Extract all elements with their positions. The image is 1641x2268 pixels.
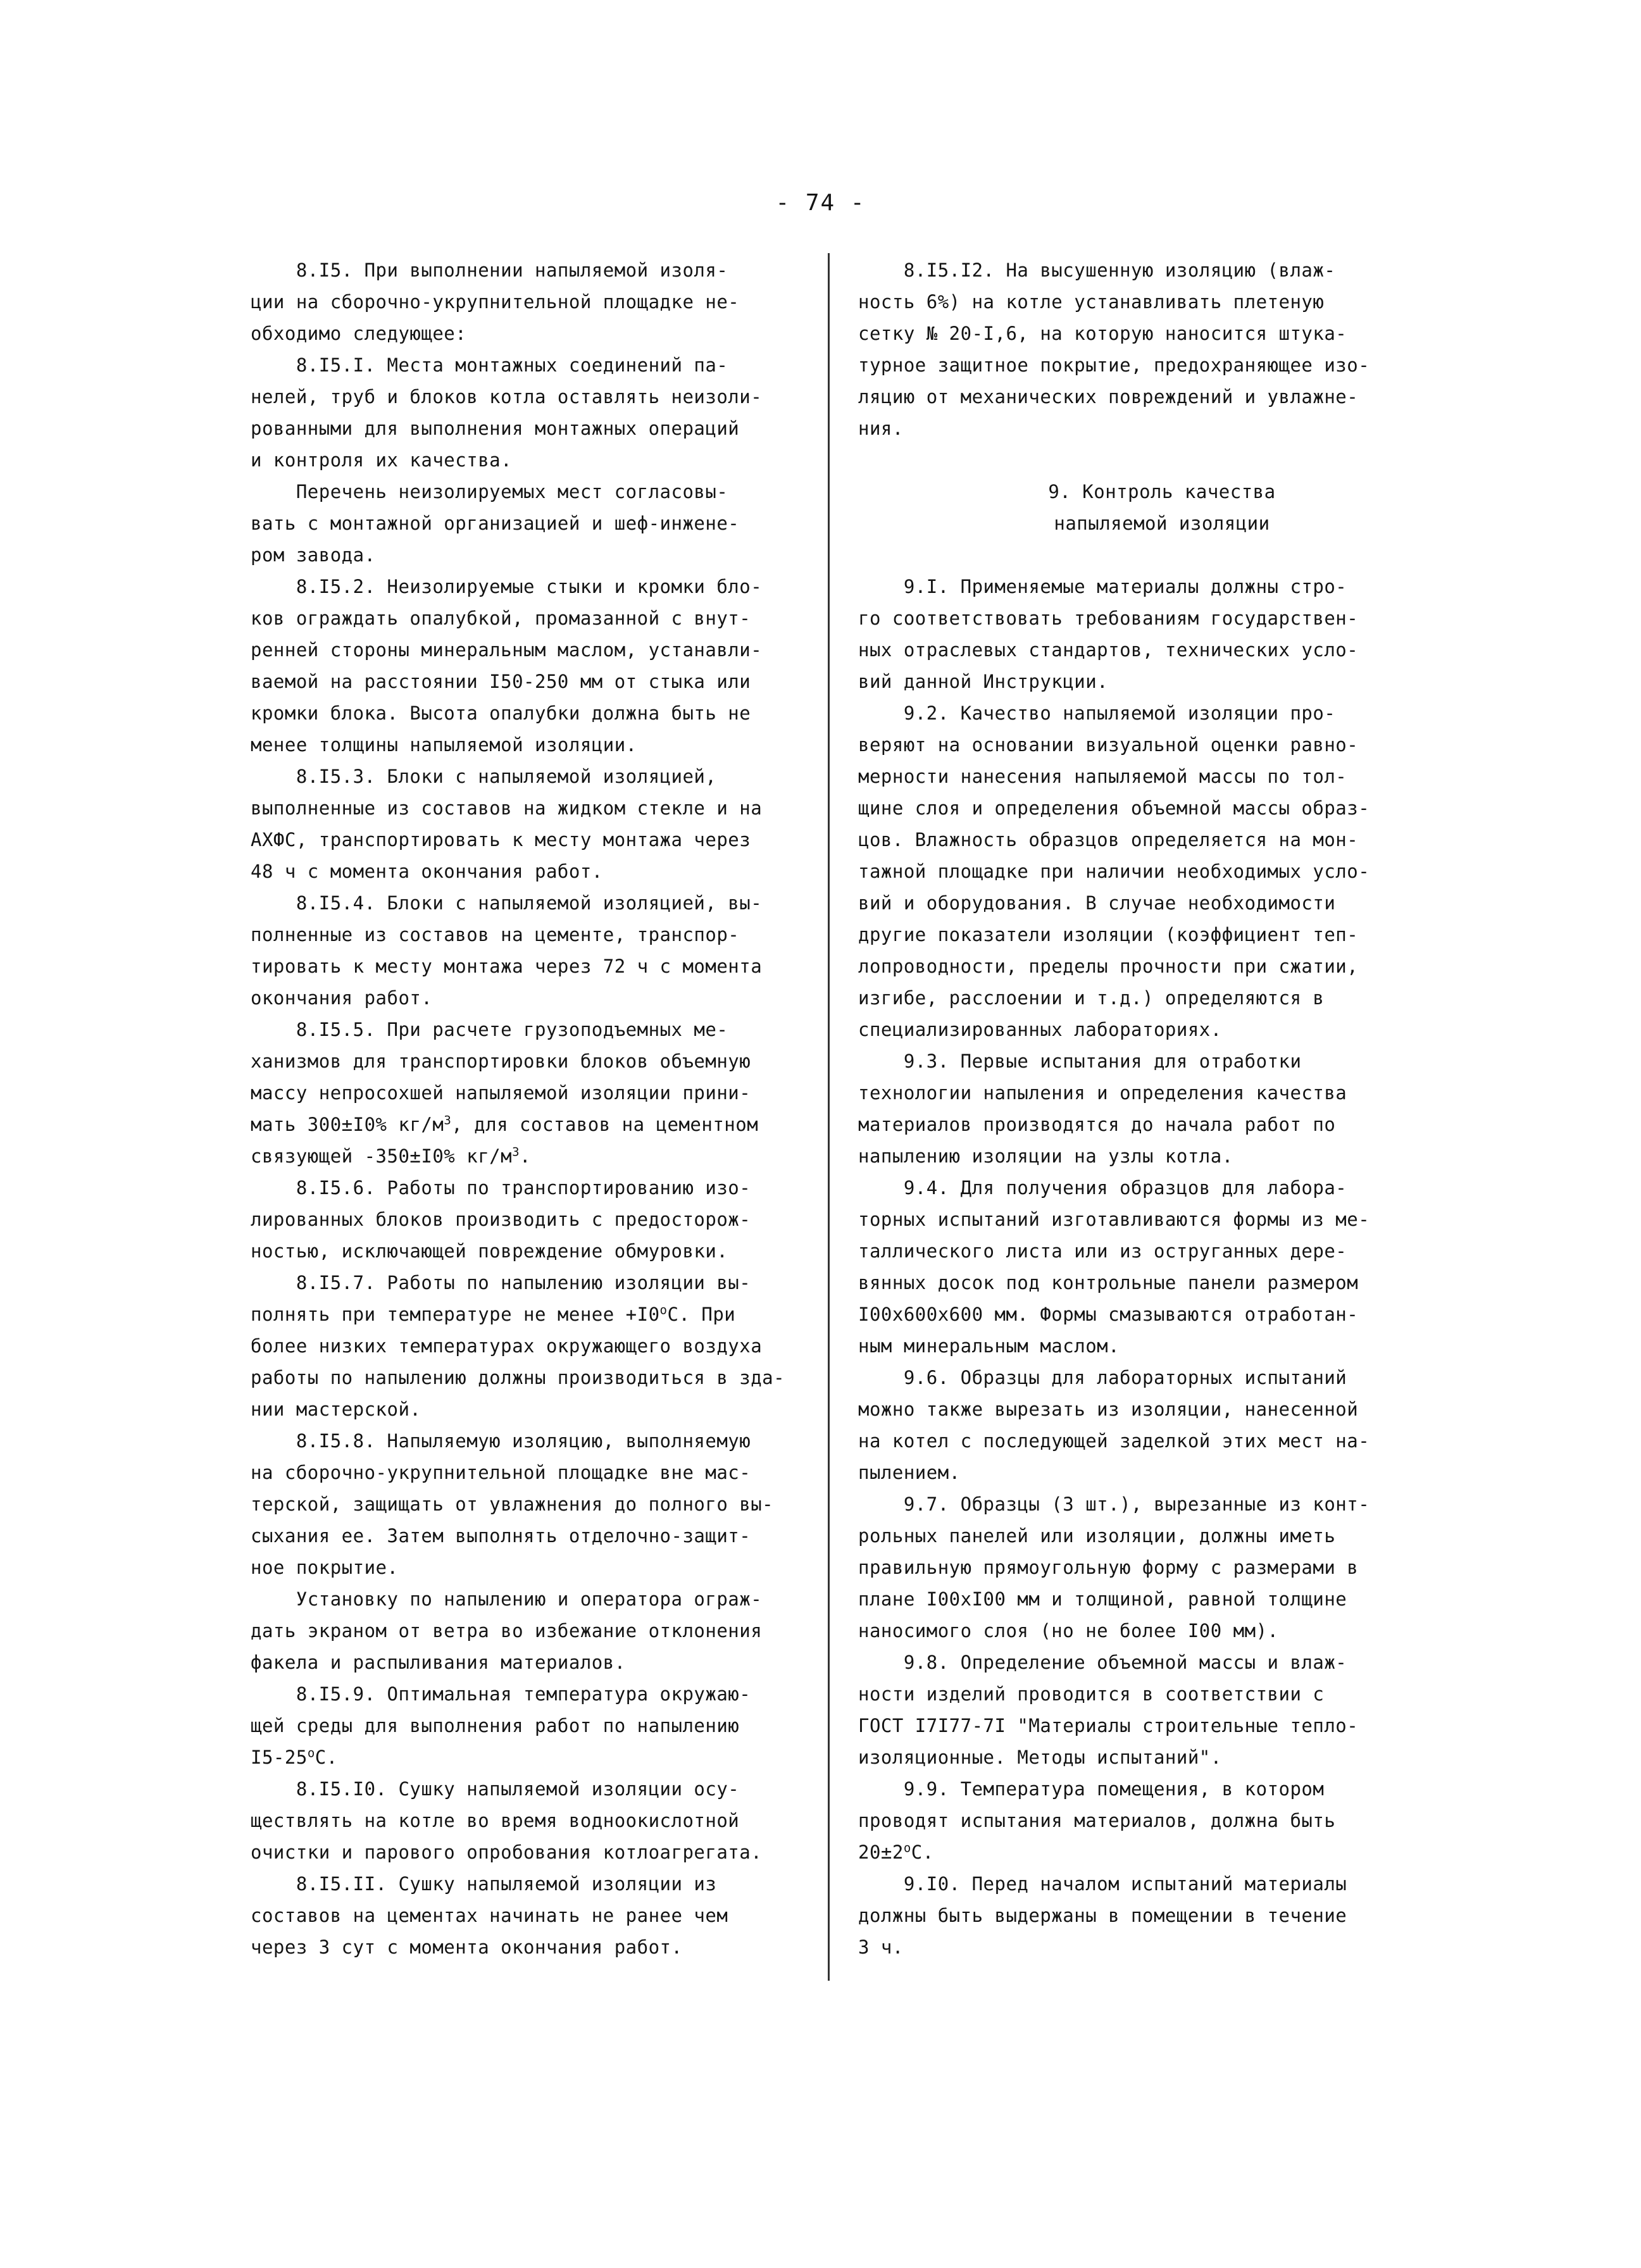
line-text: лированных блоков производить с предосторож-: [251, 1209, 751, 1230]
line-text: ков ограждать опалубкой, промазанной с внут-: [251, 608, 751, 629]
line-text: изгибе, расслоении и т.д.) определяются в: [858, 987, 1325, 1009]
text-line: [251, 1235, 797, 1267]
text-line: [251, 1425, 797, 1457]
line-text: другие показатели изоляции (коэффициент теп-: [858, 924, 1359, 945]
line-text: 20±2: [858, 1841, 904, 1863]
line-text: тировать к месту монтажа через 72 ч с момента: [251, 956, 763, 977]
line-text: 8.I5.II. Сушку напыляемой изоляции из: [251, 1873, 717, 1895]
line-text: ния.: [858, 418, 904, 439]
line-text: тажной площадке при наличии необходимых усло-: [858, 861, 1370, 882]
text-line: [858, 1109, 1466, 1140]
line-text: цов. Влажность образцов определяется на мон-: [858, 829, 1359, 850]
text-line: [251, 824, 797, 856]
text-line: [858, 1014, 1466, 1045]
line-text: терской, защищать от увлажнения до полного вы-: [251, 1493, 774, 1515]
line-text: через 3 сут с момента окончания работ.: [251, 1936, 683, 1958]
text-line: [251, 1615, 797, 1647]
text-line: [251, 729, 797, 761]
superscript: 3: [444, 1113, 452, 1128]
text-line: [858, 1868, 1466, 1900]
text-line: [251, 1647, 797, 1678]
text-line: [858, 1457, 1466, 1488]
text-line: [858, 571, 1466, 602]
text-line: [858, 1836, 1466, 1868]
text-line: [858, 697, 1466, 729]
text-line: [251, 1931, 797, 1963]
line-text-continuation: С.: [911, 1841, 934, 1863]
left-column: [251, 254, 797, 1963]
line-text-continuation: С.: [315, 1747, 338, 1768]
text-line: [858, 729, 1466, 761]
line-text: турное защитное покрытие, предохраняющее изо-: [858, 354, 1370, 376]
text-line: [858, 254, 1466, 286]
text-line: [251, 1520, 797, 1552]
line-text: щей среды для выполнения работ по напылению: [251, 1715, 740, 1736]
line-text: ществлять на котле во время водноокислотной: [251, 1810, 740, 1831]
line-text: должны быть выдержаны в помещении в течение: [858, 1905, 1347, 1926]
text-line: [858, 792, 1466, 824]
text-line: [858, 1077, 1466, 1109]
line-text: нии мастерской.: [251, 1399, 421, 1420]
line-text: 9.9. Температура помещения, в котором: [858, 1778, 1325, 1800]
page-number: - 74 -: [775, 190, 866, 216]
text-line: [251, 1014, 797, 1045]
line-text: ностью, исключающей повреждение обмуровки.: [251, 1240, 728, 1262]
text-line: [858, 1615, 1466, 1647]
line-text: 8.I5. При выполнении напыляемой изоля-: [251, 259, 728, 281]
line-text: 8.I5.9. Оптимальная температура окружаю-: [251, 1683, 751, 1705]
text-line: [251, 413, 797, 444]
line-text: связующей -350±I0% кг/м: [251, 1145, 513, 1167]
line-text: I00х600х600 мм. Формы смазываются отработан-: [858, 1304, 1359, 1325]
text-line: [858, 381, 1466, 413]
text-line: [251, 697, 797, 729]
line-text: ное покрытие.: [251, 1557, 399, 1578]
text-line: [858, 887, 1466, 919]
line-text: специализированных лабораториях.: [858, 1019, 1222, 1040]
text-line: [858, 1647, 1466, 1678]
line-text: вий данной Инструкции.: [858, 671, 1109, 692]
line-text: 8.I5.3. Блоки с напыляемой изоляцией,: [251, 766, 717, 787]
text-line: [251, 761, 797, 792]
line-text: 9.I. Применяемые материалы должны стро-: [858, 576, 1347, 597]
line-text: напылению изоляции на узлы котла.: [858, 1145, 1233, 1167]
text-line: [858, 1583, 1466, 1615]
line-text: окончания работ.: [251, 987, 433, 1009]
line-text: очистки и парового опробования котлоагрегата.: [251, 1841, 763, 1863]
line-text: составов на цементах начинать не ранее чем: [251, 1905, 728, 1926]
line-text: мать 300±I0% кг/м: [251, 1114, 444, 1135]
line-text: работы по напылению должны производиться в зда-: [251, 1367, 785, 1388]
text-line: [858, 634, 1466, 666]
line-text: мерности нанесения напыляемой массы по тол-: [858, 766, 1347, 787]
line-text: щине слоя и определения объемной массы образ-: [858, 797, 1370, 819]
line-text: правильную прямоугольную форму с размерами в: [858, 1557, 1359, 1578]
line-text: ренней стороны минеральным маслом, устанавли-: [251, 639, 763, 661]
line-text: ром завода.: [251, 544, 376, 566]
line-text: на котел с последующей заделкой этих мест на-: [858, 1430, 1370, 1452]
text-line: [858, 1045, 1466, 1077]
line-text: Установку по напылению и оператора ограж-: [251, 1588, 763, 1610]
right-column: [858, 254, 1466, 1963]
text-line: [251, 1077, 797, 1109]
text-line: [251, 1583, 797, 1615]
text-line: [251, 254, 797, 286]
line-text: 8.I5.8. Напыляемую изоляцию, выполняемую: [251, 1430, 751, 1452]
line-text: веряют на основании визуальной оценки равно-: [858, 734, 1359, 756]
text-line: [251, 1204, 797, 1235]
line-text: пылением.: [858, 1462, 961, 1483]
text-line: [858, 1710, 1466, 1742]
text-line: [251, 1488, 797, 1520]
text-line: [251, 1045, 797, 1077]
superscript: o: [903, 1841, 911, 1855]
text-line: [251, 1109, 797, 1140]
text-line: [251, 1742, 797, 1773]
line-text: 9.6. Образцы для лабораторных испытаний: [858, 1367, 1347, 1388]
line-text: 8.I5.5. При расчете грузоподъемных ме-: [251, 1019, 728, 1040]
line-text: массу непросохшей напыляемой изоляции прини-: [251, 1082, 751, 1104]
text-line: [251, 1457, 797, 1488]
text-line: [251, 508, 797, 539]
line-text: 9.4. Для получения образцов для лабора-: [858, 1177, 1347, 1199]
text-line: [251, 349, 797, 381]
text-line: [251, 666, 797, 697]
line-text: 8.I5.I2. На высушенную изоляцию (влаж-: [858, 259, 1336, 281]
text-line: [251, 444, 797, 476]
line-text: сетку № 20-I,6, на которую наносится штука-: [858, 323, 1347, 344]
line-text: 9. Контроль качества: [1048, 481, 1276, 502]
text-line: [251, 1267, 797, 1299]
line-text: факела и распыливания материалов.: [251, 1652, 626, 1673]
line-text: АХФС, транспортировать к месту монтажа через: [251, 829, 751, 850]
text-line: [251, 982, 797, 1014]
superscript: o: [307, 1746, 315, 1760]
line-text: полненные из составов на цементе, транспор-: [251, 924, 740, 945]
text-line: [858, 286, 1466, 318]
text-line: [858, 1742, 1466, 1773]
text-line: [858, 1931, 1466, 1963]
line-text: вянных досок под контрольные панели размером: [858, 1272, 1359, 1293]
line-text: 9.8. Определение объемной массы и влаж-: [858, 1652, 1347, 1673]
text-line: [858, 1235, 1466, 1267]
line-text-continuation: .: [520, 1145, 531, 1167]
line-text: нелей, труб и блоков котла оставлять неизоли-: [251, 386, 763, 408]
line-text: более низких температурах окружающего воздуха: [251, 1335, 763, 1357]
text-line: [251, 1299, 797, 1330]
text-line: [858, 1425, 1466, 1457]
line-text: наносимого слоя (но не более I00 мм).: [858, 1620, 1279, 1642]
line-text: изоляционные. Методы испытаний".: [858, 1747, 1222, 1768]
line-text: 9.2. Качество напыляемой изоляции про-: [858, 702, 1336, 724]
line-text: вий и оборудования. В случае необходимости: [858, 892, 1336, 914]
text-line: [858, 318, 1466, 349]
text-line: [251, 1362, 797, 1393]
text-line: [858, 1900, 1466, 1931]
line-text: рольных панелей или изоляции, должны иметь: [858, 1525, 1336, 1547]
text-line: [251, 919, 797, 950]
text-line: [858, 1678, 1466, 1710]
line-text: ляцию от механических повреждений и увлажне-: [858, 386, 1359, 408]
line-text: вать с монтажной организацией и шеф-инжене-: [251, 513, 740, 534]
line-text: ГОСТ I7I77-7I "Материалы строительные тепло-: [858, 1715, 1359, 1736]
line-text: ваемой на расстоянии I50-250 мм от стыка или: [251, 671, 751, 692]
text-line: [858, 1488, 1466, 1520]
text-line: [251, 792, 797, 824]
line-text: проводят испытания материалов, должна быть: [858, 1810, 1336, 1831]
text-line: [858, 1140, 1466, 1172]
text-line: [858, 761, 1466, 792]
text-line: [251, 1900, 797, 1931]
line-text: ным минеральным маслом.: [858, 1335, 1120, 1357]
text-line: [251, 286, 797, 318]
line-text-continuation: С. При: [667, 1304, 736, 1325]
line-text: I5-25: [251, 1747, 308, 1768]
text-line: [251, 1552, 797, 1583]
line-text: 8.I5.I0. Сушку напыляемой изоляции осу-: [251, 1778, 740, 1800]
text-line: [858, 824, 1466, 856]
line-text: сыхания ее. Затем выполнять отделочно-защит-: [251, 1525, 751, 1547]
text-line: [251, 1773, 797, 1805]
line-text: 9.I0. Перед началом испытаний материалы: [858, 1873, 1347, 1895]
text-line: [251, 476, 797, 508]
line-text: дать экраном от ветра во избежание отклонения: [251, 1620, 763, 1642]
text-line: [251, 539, 797, 571]
line-text: напыляемой изоляции: [1054, 513, 1270, 534]
column-divider: [828, 253, 830, 1981]
line-text: торных испытаний изготавливаются формы из ме-: [858, 1209, 1370, 1230]
line-text: ции на сборочно-укрупнительной площадке не-: [251, 291, 740, 313]
line-text: рованными для выполнения монтажных операций: [251, 418, 740, 439]
line-text-continuation: , для составов на цементном: [451, 1114, 759, 1135]
line-text: ность 6%) на котле устанавливать плетеную: [858, 291, 1325, 313]
line-text: 8.I5.6. Работы по транспортированию изо-: [251, 1177, 751, 1199]
line-text: ханизмов для транспортировки блоков объемную: [251, 1050, 751, 1072]
text-line: [858, 444, 1466, 476]
text-line: [251, 318, 797, 349]
line-text: материалов производятся до начала работ по: [858, 1114, 1336, 1135]
section-heading-line: [858, 508, 1466, 539]
line-text: можно также вырезать из изоляции, нанесенной: [858, 1399, 1359, 1420]
line-text: 48 ч с момента окончания работ.: [251, 861, 603, 882]
line-text: полнять при температуре не менее +I0: [251, 1304, 660, 1325]
text-line: [858, 1362, 1466, 1393]
line-text: 8.I5.7. Работы по напылению изоляции вы-: [251, 1272, 751, 1293]
line-text: на сборочно-укрупнительной площадке вне мас-: [251, 1462, 751, 1483]
text-line: [858, 1393, 1466, 1425]
superscript: o: [659, 1303, 668, 1318]
text-line: [858, 1773, 1466, 1805]
text-line: [858, 950, 1466, 982]
line-text: выполненные из составов на жидком стекле и на: [251, 797, 763, 819]
line-text: го соответствовать требованиям государствен-: [858, 608, 1359, 629]
line-text: плане I00хI00 мм и толщиной, равной толщине: [858, 1588, 1347, 1610]
text-line: [251, 381, 797, 413]
line-text: ности изделий проводится в соответствии с: [858, 1683, 1325, 1705]
text-line: [251, 1868, 797, 1900]
line-text: менее толщины напыляемой изоляции.: [251, 734, 637, 756]
text-line: [251, 1393, 797, 1425]
text-line: [858, 1520, 1466, 1552]
text-line: [858, 1805, 1466, 1836]
text-line: [858, 413, 1466, 444]
superscript: 3: [512, 1145, 520, 1159]
text-line: [251, 1140, 797, 1172]
line-text: 9.7. Образцы (3 шт.), вырезанные из конт-: [858, 1493, 1370, 1515]
text-line: [858, 1330, 1466, 1362]
line-text: 3 ч.: [858, 1936, 904, 1958]
text-line: [858, 919, 1466, 950]
text-line: [858, 1172, 1466, 1204]
text-line: [858, 982, 1466, 1014]
line-text: Перечень неизолируемых мест согласовы-: [251, 481, 728, 502]
text-line: [858, 1299, 1466, 1330]
line-text: технологии напыления и определения качества: [858, 1082, 1347, 1104]
line-text: 8.I5.2. Неизолируемые стыки и кромки бло-: [251, 576, 763, 597]
section-heading-line: [858, 476, 1466, 508]
text-line: [251, 1330, 797, 1362]
text-line: [858, 1204, 1466, 1235]
text-line: [858, 602, 1466, 634]
line-text: таллического листа или из оструганных дере-: [858, 1240, 1347, 1262]
line-text: ных отраслевых стандартов, технических усло-: [858, 639, 1359, 661]
text-line: [858, 666, 1466, 697]
text-line: [251, 856, 797, 887]
line-text: кромки блока. Высота опалубки должна быть не: [251, 702, 751, 724]
line-text: 9.3. Первые испытания для отработки: [858, 1050, 1302, 1072]
text-line: [251, 602, 797, 634]
line-text: и контроля их качества.: [251, 449, 513, 471]
text-line: [251, 1678, 797, 1710]
text-line: [858, 539, 1466, 571]
line-text: обходимо следующее:: [251, 323, 467, 344]
text-line: [251, 1805, 797, 1836]
text-line: [858, 1267, 1466, 1299]
text-line: [251, 950, 797, 982]
text-line: [858, 349, 1466, 381]
text-line: [251, 1710, 797, 1742]
text-line: [251, 1172, 797, 1204]
line-text: 8.I5.I. Места монтажных соединений па-: [251, 354, 728, 376]
text-line: [251, 1836, 797, 1868]
text-line: [251, 571, 797, 602]
line-text: лопроводности, пределы прочности при сжатии,: [858, 956, 1359, 977]
text-line: [251, 887, 797, 919]
text-line: [858, 856, 1466, 887]
text-line: [251, 634, 797, 666]
text-line: [858, 1552, 1466, 1583]
line-text: 8.I5.4. Блоки с напыляемой изоляцией, вы-: [251, 892, 763, 914]
